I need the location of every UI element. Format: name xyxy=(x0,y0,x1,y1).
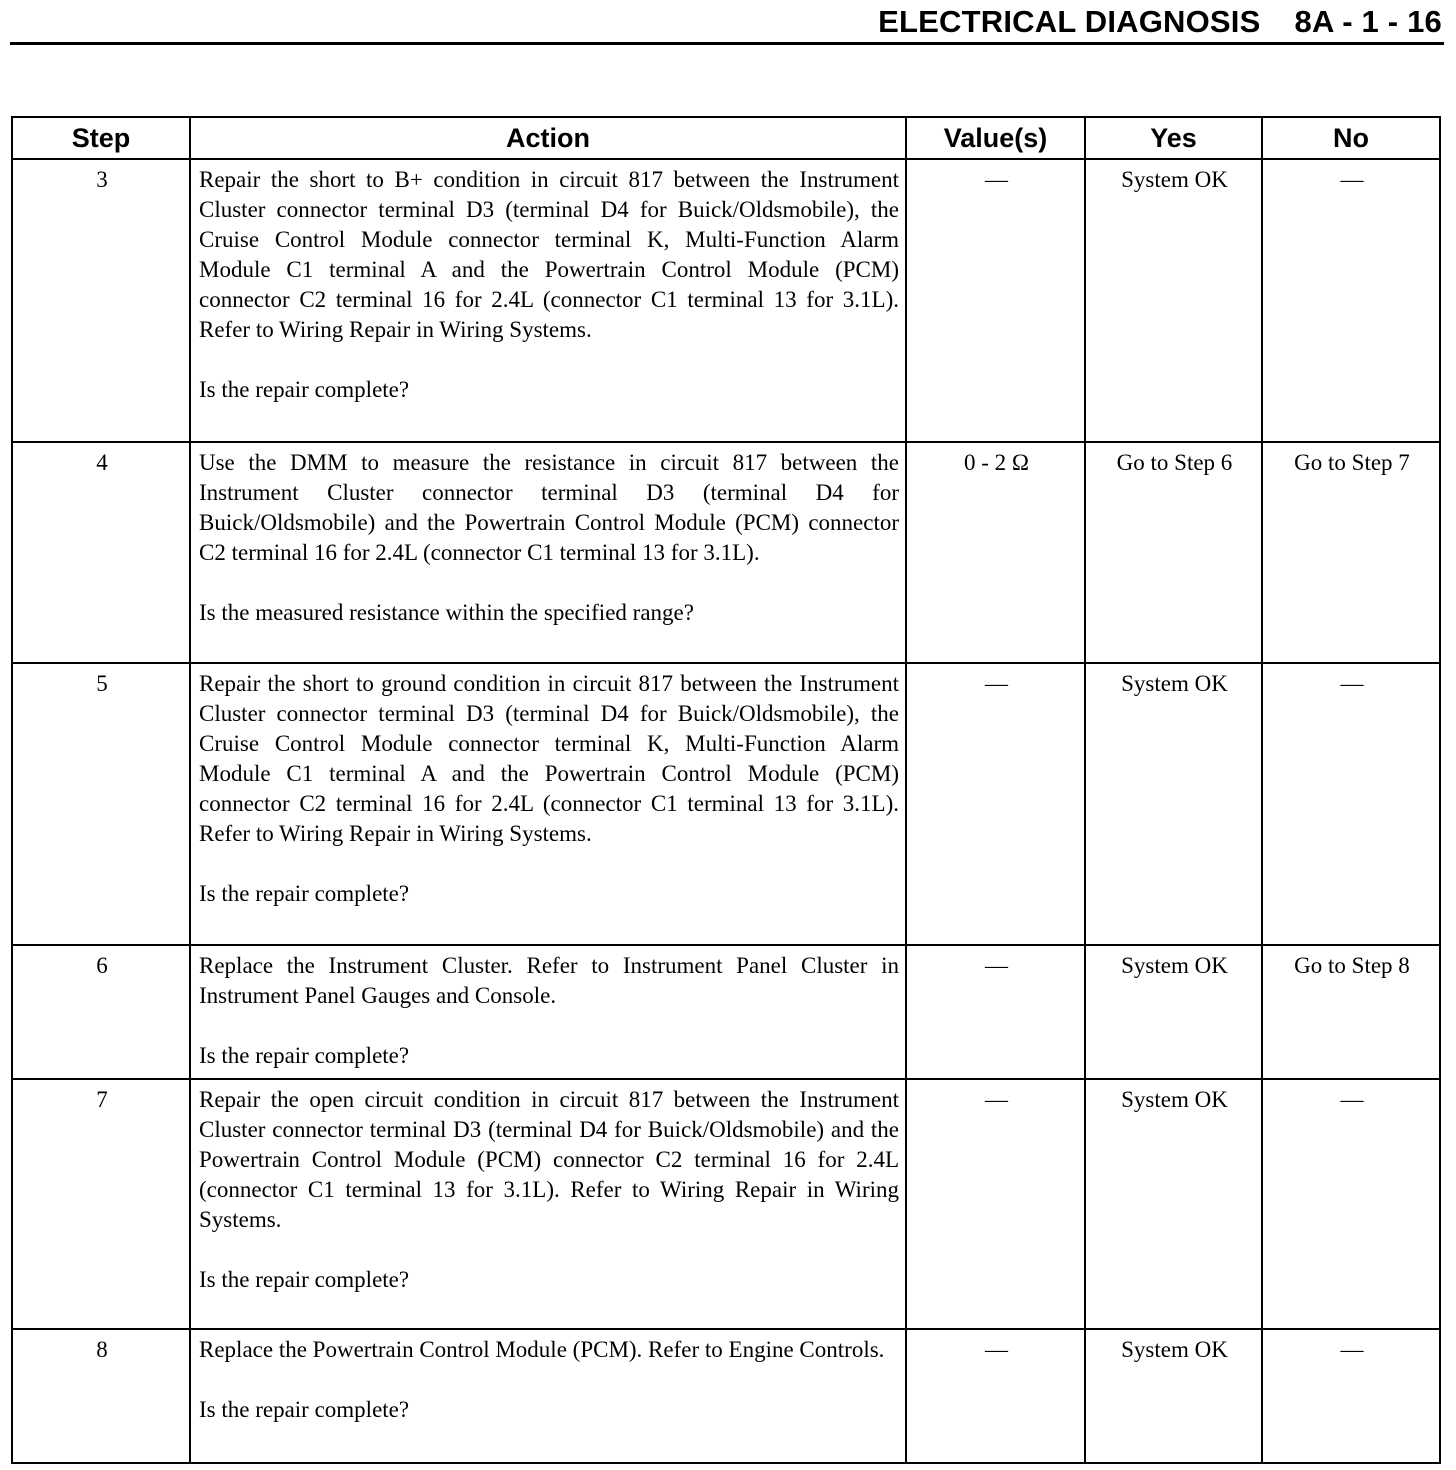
action-cell xyxy=(190,663,906,945)
action-text: Repair the open circuit condition in circuit 817 between the Instrument Cluster connector terminal D3 (terminal D4 for Buick/Oldsmobile) and the Powertrain Control Module (PCM) connector C2 terminal 16 for 2.4L (connector C1 terminal 13 for 3.1L). Refer to Wiring Repair in Wiring Systems. xyxy=(199,1087,899,1232)
no-cell: Go to Step 7 xyxy=(1262,442,1440,663)
no-cell: — xyxy=(1262,1329,1440,1463)
action-cell xyxy=(190,159,906,442)
action-question: Is the repair complete? xyxy=(199,1267,410,1292)
action-cell xyxy=(190,945,906,1079)
column-header-values: Value(s) xyxy=(906,117,1085,159)
page-number: 8A - 1 - 16 xyxy=(1294,4,1442,39)
column-header-no: No xyxy=(1262,117,1440,159)
column-header-yes: Yes xyxy=(1085,117,1262,159)
action-question: Is the repair complete? xyxy=(199,377,410,402)
page-header xyxy=(878,4,1442,40)
yes-cell: System OK xyxy=(1085,159,1262,442)
section-title: ELECTRICAL DIAGNOSIS xyxy=(878,4,1261,39)
no-cell: — xyxy=(1262,663,1440,945)
column-header-step: Step xyxy=(12,117,190,159)
action-question: Is the repair complete? xyxy=(199,881,410,906)
action-text: Replace the Powertrain Control Module (PCM). Refer to Engine Controls. xyxy=(199,1337,885,1362)
no-cell: Go to Step 8 xyxy=(1262,945,1440,1079)
header-rule xyxy=(10,42,1444,45)
table-row xyxy=(12,1079,1440,1329)
value-cell: — xyxy=(906,1079,1085,1329)
no-cell: — xyxy=(1262,159,1440,442)
action-question: Is the repair complete? xyxy=(199,1043,410,1068)
yes-cell: System OK xyxy=(1085,1079,1262,1329)
action-question: Is the measured resistance within the specified range? xyxy=(199,600,694,625)
table-row xyxy=(12,1329,1440,1463)
table-row xyxy=(12,663,1440,945)
step-cell: 5 xyxy=(12,663,190,945)
action-question: Is the repair complete? xyxy=(199,1397,410,1422)
no-cell: — xyxy=(1262,1079,1440,1329)
table-row xyxy=(12,159,1440,442)
step-cell: 8 xyxy=(12,1329,190,1463)
yes-cell: System OK xyxy=(1085,945,1262,1079)
value-cell: — xyxy=(906,663,1085,945)
value-cell: — xyxy=(906,159,1085,442)
step-cell: 4 xyxy=(12,442,190,663)
action-text: Repair the short to ground condition in circuit 817 between the Instrument Cluster connector terminal D3 (terminal D4 for Buick/Oldsmobile), the Cruise Control Module connector terminal K, Multi-Function Alarm Module C1 terminal A and the Powertrain Control Module (PCM) connector C2 terminal 16 for 2.4L (connector C1 terminal 13 for 3.1L). Refer to Wiring Repair in Wiring Systems. xyxy=(199,671,899,846)
value-cell: — xyxy=(906,1329,1085,1463)
step-cell: 6 xyxy=(12,945,190,1079)
column-header-action: Action xyxy=(190,117,906,159)
table-row xyxy=(12,442,1440,663)
value-cell: — xyxy=(906,945,1085,1079)
step-cell: 7 xyxy=(12,1079,190,1329)
action-cell xyxy=(190,442,906,663)
diagnostic-table xyxy=(11,116,1441,1464)
table-header-row xyxy=(12,117,1440,159)
action-text: Replace the Instrument Cluster. Refer to Instrument Panel Cluster in Instrument Panel Gauges and Console. xyxy=(199,953,899,1008)
action-cell xyxy=(190,1079,906,1329)
value-cell: 0 - 2 Ω xyxy=(906,442,1085,663)
action-text: Use the DMM to measure the resistance in circuit 817 between the Instrument Cluster connector terminal D3 (terminal D4 for Buick/Oldsmobile) and the Powertrain Control Module (PCM) connector C2 terminal 16 for 2.4L (connector C1 terminal 13 for 3.1L). xyxy=(199,450,899,565)
yes-cell: Go to Step 6 xyxy=(1085,442,1262,663)
table-row xyxy=(12,945,1440,1079)
yes-cell: System OK xyxy=(1085,1329,1262,1463)
action-text: Repair the short to B+ condition in circuit 817 between the Instrument Cluster connector terminal D3 (terminal D4 for Buick/Oldsmobile), the Cruise Control Module connector terminal K, Multi-Function Alarm Module C1 terminal A and the Powertrain Control Module (PCM) connector C2 terminal 16 for 2.4L (connector C1 terminal 13 for 3.1L). Refer to Wiring Repair in Wiring Systems. xyxy=(199,167,899,342)
yes-cell: System OK xyxy=(1085,663,1262,945)
action-cell xyxy=(190,1329,906,1463)
step-cell: 3 xyxy=(12,159,190,442)
